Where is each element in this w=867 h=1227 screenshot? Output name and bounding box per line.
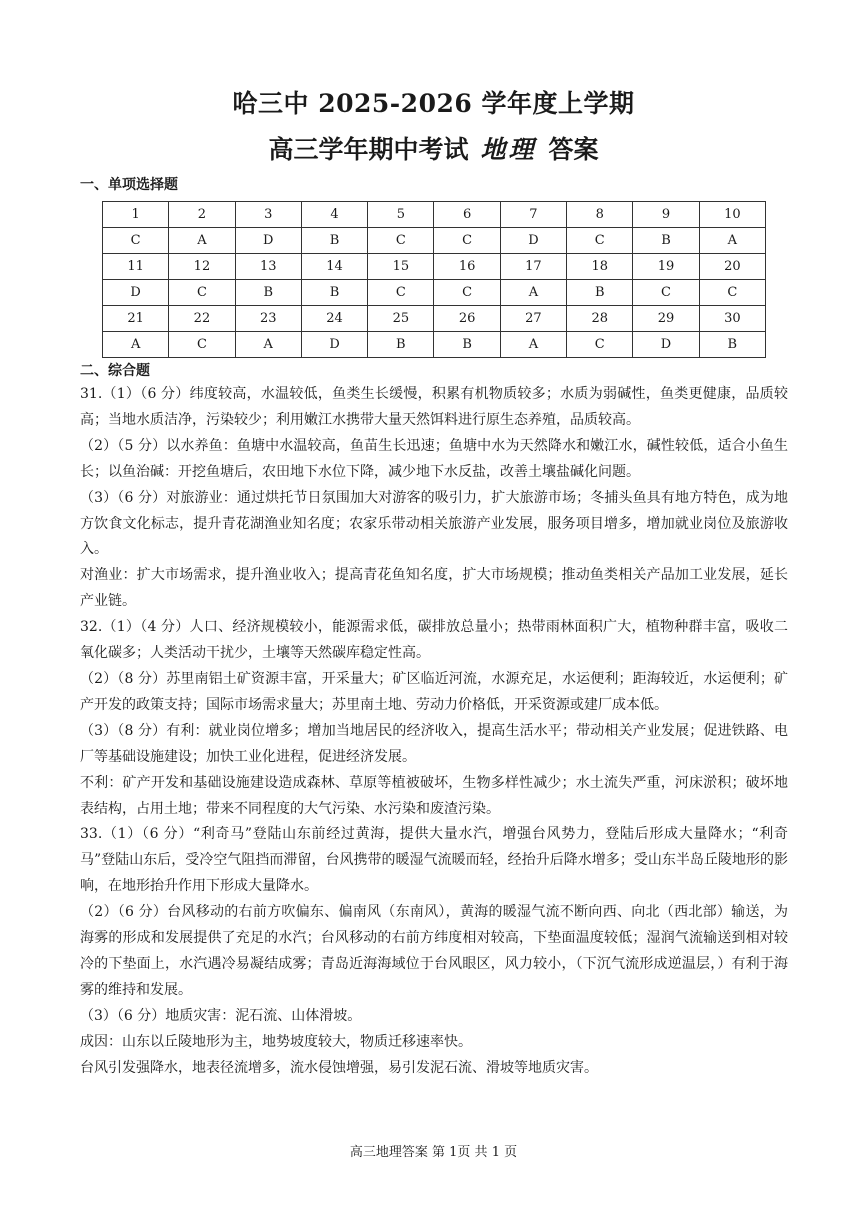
question-number-cell: 16 <box>434 254 500 280</box>
question-number-cell: 2 <box>169 202 235 228</box>
question-number-cell: 10 <box>699 202 765 228</box>
question-number-cell: 7 <box>500 202 566 228</box>
question-number-cell: 28 <box>567 306 633 332</box>
answer-cell: C <box>103 228 169 254</box>
question-number-cell: 1 <box>103 202 169 228</box>
question-number-cell: 3 <box>235 202 301 228</box>
answer-table <box>102 201 766 358</box>
answer-paragraph: 32.（1）（4 分）人口、经济规模较小，能源需求低，碳排放总量小；热带雨林面积广大，植物种群丰富，吸收二氧化碳多；人类活动干扰少，土壤等天然碳库稳定性高。 <box>80 619 788 662</box>
answer-body <box>80 382 788 1081</box>
answer-cell: D <box>633 332 699 358</box>
answer-cell: C <box>169 280 235 306</box>
question-number-cell: 12 <box>169 254 235 280</box>
answer-paragraph: 对渔业：扩大市场需求，提升渔业收入；提高青花鱼知名度，扩大市场规模；推动鱼类相关产品加工业发展，延长产业链。 <box>80 567 788 610</box>
question-number-cell: 26 <box>434 306 500 332</box>
answer-paragraph: 不利：矿产开发和基础设施建设造成森林、草原等植被破坏，生物多样性减少；水土流失严重，河床淤积；破坏地表结构，占用土地；带来不同程度的大气污染、水污染和废渣污染。 <box>80 774 788 817</box>
question-number-cell: 23 <box>235 306 301 332</box>
question-number-cell: 22 <box>169 306 235 332</box>
answer-cell: C <box>368 280 434 306</box>
answer-cell: B <box>235 280 301 306</box>
answer-cell: A <box>235 332 301 358</box>
section-heading-choice: 一、单项选择题 <box>80 177 178 193</box>
question-number-row <box>103 202 766 228</box>
answer-cell: C <box>169 332 235 358</box>
question-number-cell: 11 <box>103 254 169 280</box>
question-number-row <box>103 254 766 280</box>
question-number-cell: 19 <box>633 254 699 280</box>
question-number-cell: 6 <box>434 202 500 228</box>
answer-cell: B <box>699 332 765 358</box>
subtitle-subject: 地理 <box>480 135 537 164</box>
question-number-cell: 20 <box>699 254 765 280</box>
answer-cell: C <box>633 280 699 306</box>
question-number-cell: 13 <box>235 254 301 280</box>
answer-cell: B <box>301 280 367 306</box>
answer-cell: D <box>235 228 301 254</box>
answer-cell: B <box>434 332 500 358</box>
answer-cell: A <box>500 280 566 306</box>
question-number-cell: 21 <box>103 306 169 332</box>
answer-paragraph: （2）（5 分）以水养鱼：鱼塘中水温较高，鱼苗生长迅速；鱼塘中水为天然降水和嫩江水，碱性较低，适合小鱼生长；以鱼治碱：开挖鱼塘后，农田地下水位下降，减少地下水反盐，改善土壤盐碱化问题。 <box>80 437 788 480</box>
page-footer: 高三地理答案 第 1页 共 1 页 <box>349 1145 518 1160</box>
answer-row <box>103 228 766 254</box>
question-number-cell: 8 <box>567 202 633 228</box>
answer-cell: C <box>567 332 633 358</box>
answer-paragraph: 台风引发强降水，地表径流增多，流水侵蚀增强，易引发泥石流、滑坡等地质灾害。 <box>80 1059 598 1076</box>
answer-paragraph: 31.（1）（6 分）纬度较高，水温较低，鱼类生长缓慢，积累有机物质较多；水质为弱碱性，鱼类更健康，品质较高；当地水质洁净，污染较少；利用嫩江水携带大量天然饵料进行原生态养殖，品质较高。 <box>80 386 788 428</box>
answer-row <box>103 280 766 306</box>
question-number-cell: 27 <box>500 306 566 332</box>
answer-cell: C <box>434 228 500 254</box>
answer-paragraph: 33.（1）（6 分）“利奇马”登陆山东前经过黄海，提供大量水汽，增强台风势力，登陆后形成大量降水；“利奇马”登陆山东后，受冷空气阻挡而滞留，台风携带的暖湿气流暖而轻，经抬升后降水增多；受山东半岛丘陵地形的影响，在地形抬升作用下形成大量降水。 <box>80 826 788 895</box>
answer-paragraph: （3）（6 分）地质灾害：泥石流、山体滑坡。 <box>80 1007 362 1024</box>
question-number-cell: 14 <box>301 254 367 280</box>
answer-cell: C <box>567 228 633 254</box>
question-number-cell: 9 <box>633 202 699 228</box>
answer-paragraph: 成因：山东以丘陵地形为主，地势坡度较大，物质迁移速率快。 <box>80 1033 472 1050</box>
answer-cell: C <box>434 280 500 306</box>
answer-cell: D <box>103 280 169 306</box>
answer-paragraph: （2）（6 分）台风移动的右前方吹偏东、偏南风（东南风），黄海的暖湿气流不断向西、向北（西北部）输送，为海雾的形成和发展提供了充足的水汽；台风移动的右前方纬度相对较高，下垫面温度较低；湿润气流输送到相对较冷的下垫面上，水汽遇冷易凝结成雾；青岛近海海域位于台风眼区，风力较小，（下沉气流形成逆温层，）有利于海雾的维持和发展。 <box>80 904 788 998</box>
question-number-cell: 5 <box>368 202 434 228</box>
answer-cell: A <box>103 332 169 358</box>
answer-paragraph: （3）（6 分）对旅游业：通过烘托节日氛围加大对游客的吸引力，扩大旅游市场；冬捕头鱼具有地方特色，成为地方饮食文化标志，提升青花湖渔业知名度；农家乐带动相关旅游产业发展，服务项目增多，增加就业岗位及旅游收入。 <box>80 489 788 558</box>
question-number-cell: 24 <box>301 306 367 332</box>
page-subtitle <box>0 130 867 166</box>
answer-cell: A <box>169 228 235 254</box>
answer-cell: B <box>567 280 633 306</box>
answer-row <box>103 332 766 358</box>
answer-cell: B <box>301 228 367 254</box>
answer-cell: B <box>368 332 434 358</box>
question-number-cell: 15 <box>368 254 434 280</box>
question-number-cell: 25 <box>368 306 434 332</box>
subtitle-exam: 高三学年期中考试 <box>268 135 469 164</box>
answer-paragraph: （3）（8 分）有利：就业岗位增多；增加当地居民的经济收入，提高生活水平；带动相关产业发展；促进铁路、电厂等基础设施建设；加快工业化进程，促进经济发展。 <box>80 722 788 765</box>
question-number-row <box>103 306 766 332</box>
question-number-cell: 29 <box>633 306 699 332</box>
question-number-cell: 30 <box>699 306 765 332</box>
answer-cell: C <box>699 280 765 306</box>
question-number-cell: 4 <box>301 202 367 228</box>
answer-cell: B <box>633 228 699 254</box>
answer-cell: D <box>500 228 566 254</box>
answer-cell: A <box>699 228 765 254</box>
answer-paragraph: （2）（8 分）苏里南铝土矿资源丰富，开采量大；矿区临近河流，水源充足，水运便利；距海较近，水运便利；矿产开发的政策支持；国际市场需求量大；苏里南土地、劳动力价格低，开采资源或建厂成本低。 <box>80 670 788 713</box>
answer-cell: C <box>368 228 434 254</box>
question-number-cell: 17 <box>500 254 566 280</box>
question-number-cell: 18 <box>567 254 633 280</box>
answer-cell: D <box>301 332 367 358</box>
section-heading-comprehensive: 二、综合题 <box>80 363 150 379</box>
page-title: 哈三中 2025-2026 学年度上学期 <box>232 89 635 118</box>
answer-cell: A <box>500 332 566 358</box>
subtitle-answer: 答案 <box>548 135 599 164</box>
